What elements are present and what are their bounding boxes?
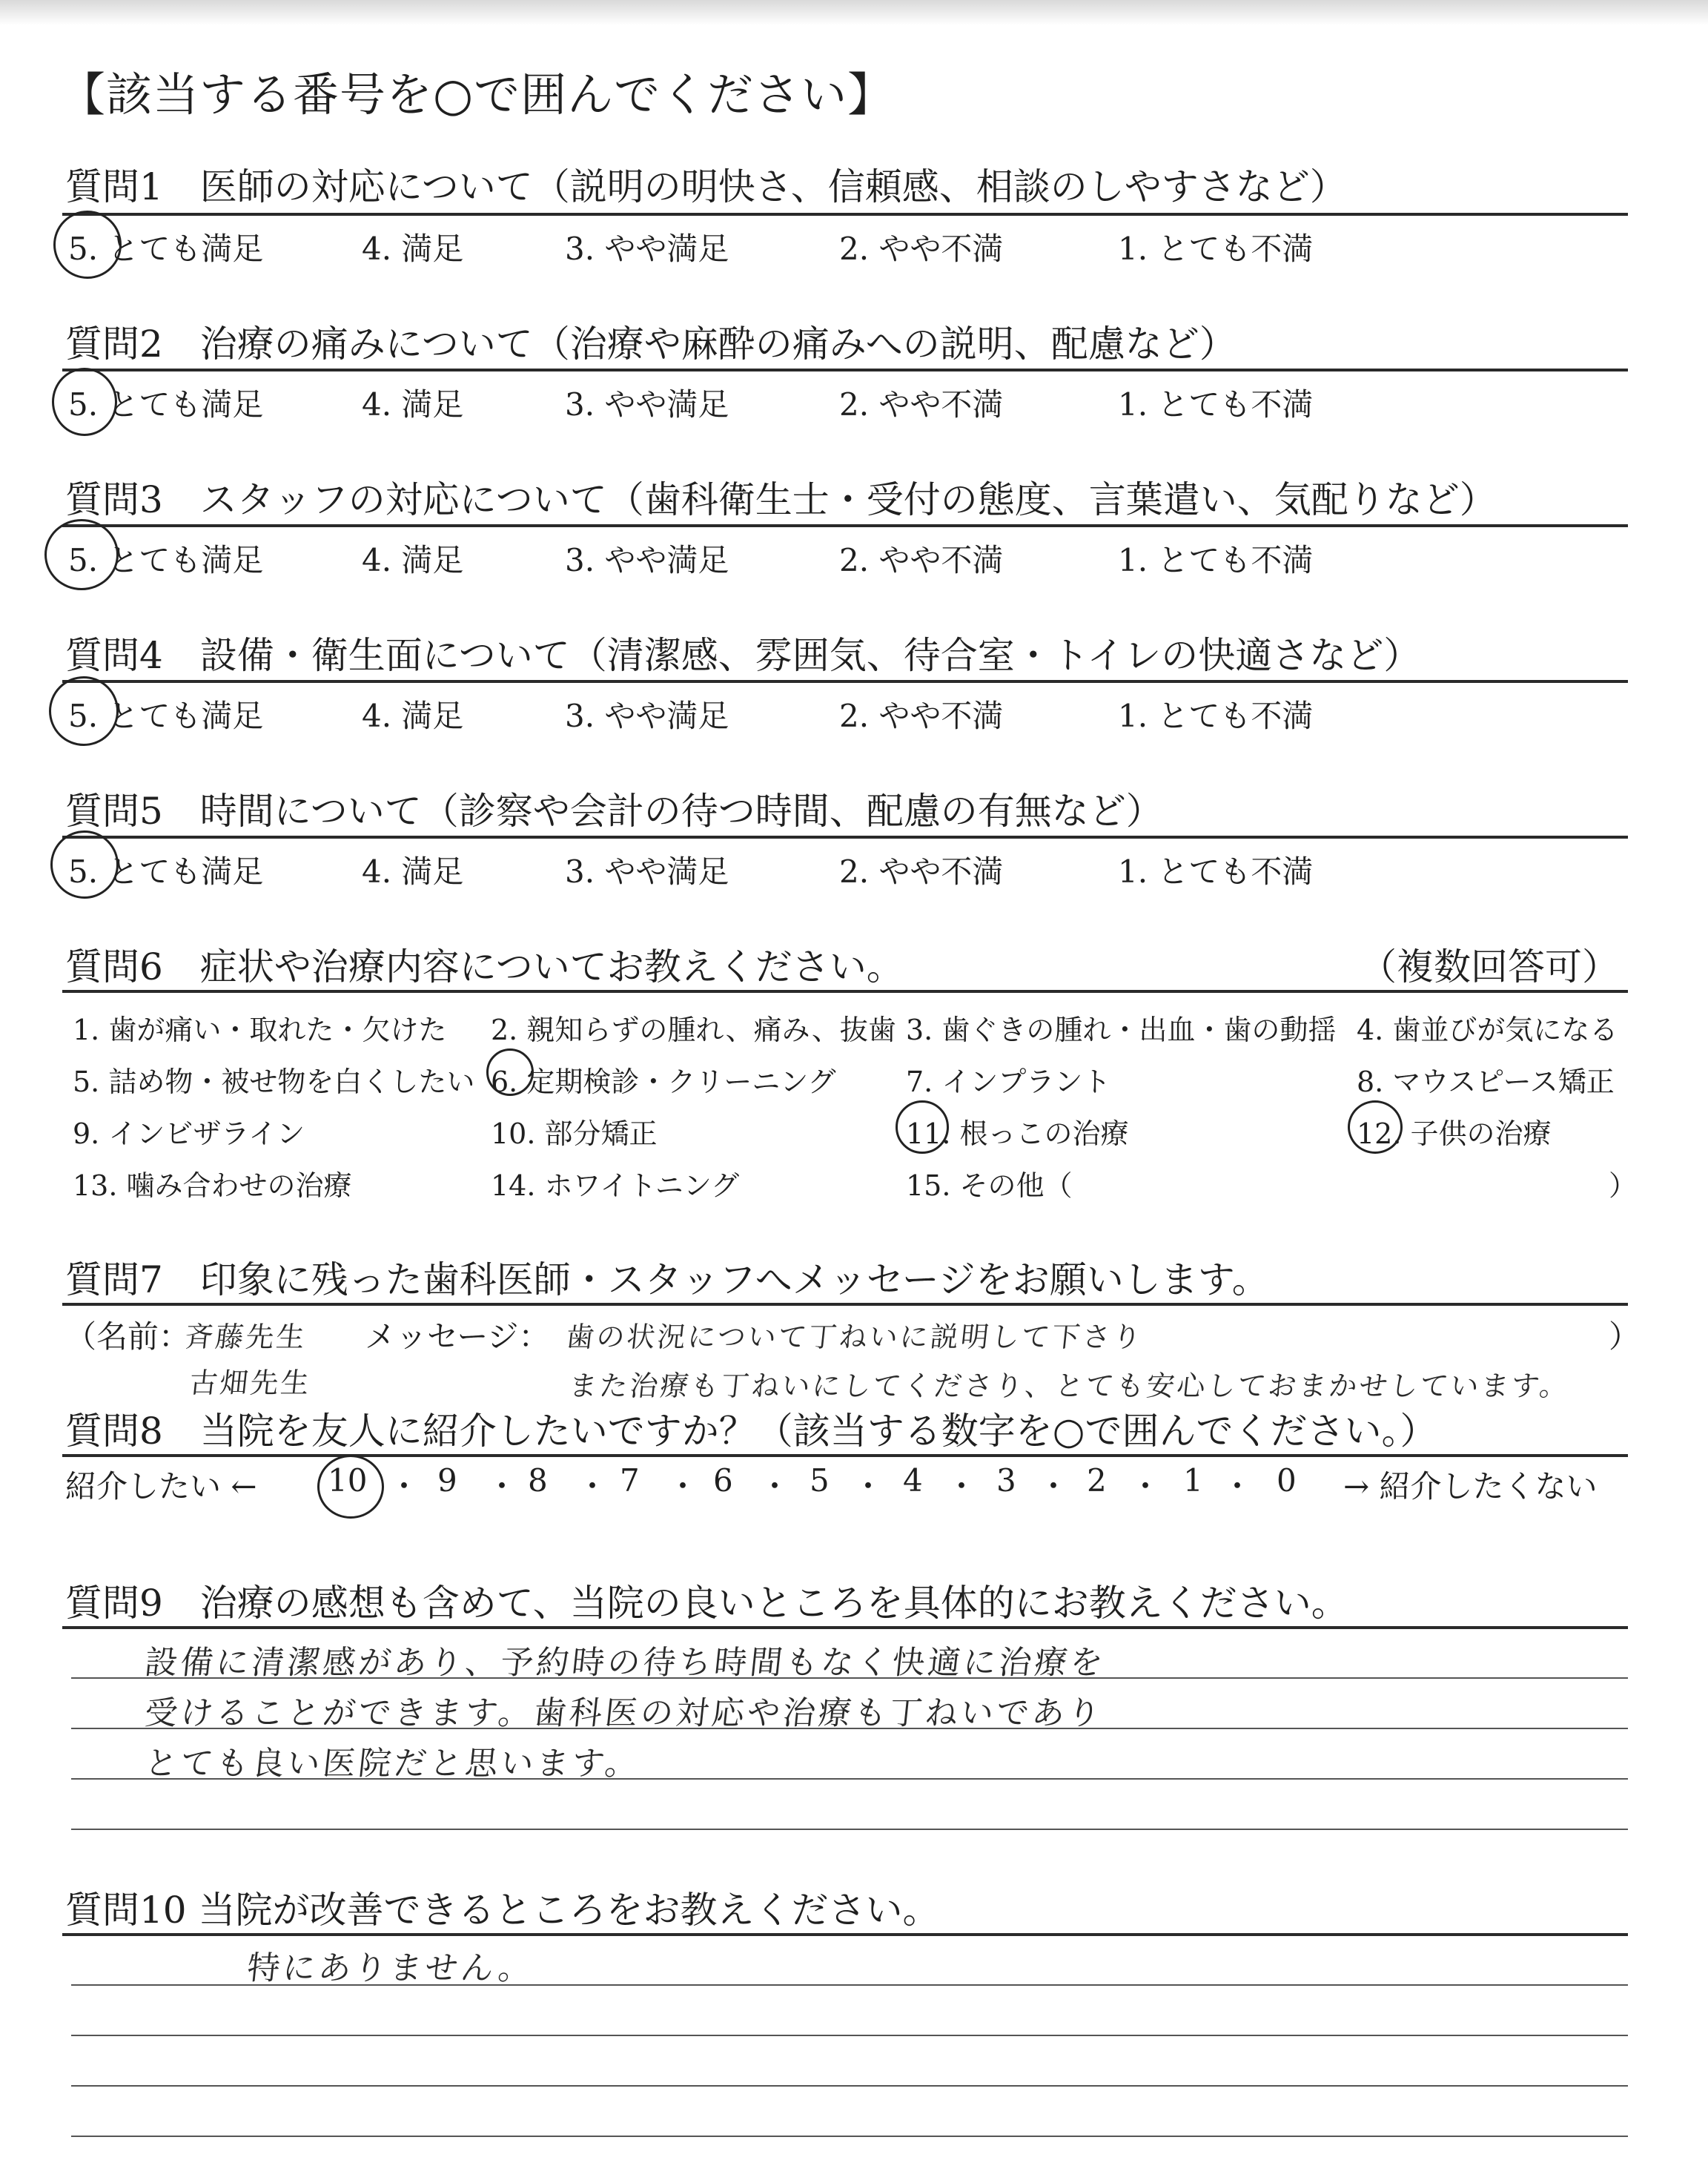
q3-option-3: 3. やや満足	[565, 542, 729, 578]
q4-option-2: 2. やや不満	[839, 698, 1004, 734]
question-10-title: 質問10 当院が改善できるところをお教えください。	[65, 1889, 940, 1932]
q6-option-15-close: ）	[1609, 1169, 1638, 1202]
q6-option-1: 1. 歯が痛い・取れた・欠けた	[73, 1014, 447, 1046]
q8-right-label: → 紹介したくない	[1343, 1468, 1598, 1505]
q9-answer-line-1: 設備に清潔感があり、予約時の待ち時間もなく快適に治療を	[142, 1644, 1108, 1682]
q5-option-2: 2. やや不満	[839, 853, 1004, 890]
q6-option-5: 5. 詰め物・被せ物を白くしたい	[73, 1066, 475, 1098]
page-heading: 【該当する番号を○で囲んでください】	[59, 67, 895, 122]
question-1-rule	[62, 213, 1628, 216]
q3-option-5: 5. とても満足	[68, 542, 264, 578]
q2-answer-circle	[52, 368, 117, 436]
q10-answer: 特にありません。	[245, 1949, 536, 1987]
q7-message-line-1: 歯の状況について丁ねいに説明して下さり	[564, 1321, 1145, 1353]
q10-answer-line	[71, 2136, 1628, 2137]
q6-option-3: 3. 歯ぐきの腫れ・出血・歯の動揺	[906, 1014, 1337, 1046]
q6-option-7: 7. インプラント	[906, 1066, 1111, 1098]
question-3-title: 質問3 スタッフの対応について（歯科衛生士・受付の態度、言葉遣い、気配りなど）	[65, 478, 1497, 521]
q5-option-3: 3. やや満足	[565, 853, 729, 890]
q8-scale-0: 0	[1277, 1462, 1297, 1499]
q3-answer-circle	[44, 519, 119, 590]
q1-option-4: 4. 満足	[362, 231, 464, 267]
q8-scale-dot: ・	[853, 1468, 884, 1505]
q9-answer-line-2: 受けることができます。歯科医の対応や治療も丁ねいであり	[142, 1694, 1105, 1732]
q8-scale-dot: ・	[946, 1468, 978, 1505]
question-6-rule	[62, 990, 1628, 993]
q4-option-1: 1. とても不満	[1118, 698, 1314, 734]
question-5-rule	[62, 836, 1628, 839]
q8-scale-7: 7	[620, 1462, 640, 1499]
q2-option-1: 1. とても不満	[1118, 386, 1314, 423]
q8-scale-4: 4	[903, 1462, 923, 1499]
q6-option-15: 15. その他（	[906, 1169, 1073, 1202]
q6-option-14: 14. ホワイトニング	[491, 1169, 740, 1202]
question-4-rule	[62, 680, 1628, 683]
q2-option-4: 4. 満足	[362, 386, 464, 423]
q10-answer-line	[71, 2085, 1628, 2087]
question-8-title: 質問8 当院を友人に紹介したいですか？（該当する数字を○で囲んでください。）	[65, 1410, 1437, 1453]
q6-answer-circle-12	[1348, 1100, 1403, 1154]
q8-scale-dot: ・	[1130, 1468, 1162, 1505]
question-2-rule	[62, 369, 1628, 371]
q6-option-13: 13. 噛み合わせの治療	[73, 1169, 352, 1202]
q7-message-label: メッセージ：	[365, 1318, 550, 1355]
q4-option-5: 5. とても満足	[68, 698, 264, 734]
q10-answer-line	[71, 2035, 1628, 2036]
q3-option-2: 2. やや不満	[839, 542, 1004, 578]
question-2-title: 質問2 治療の痛みについて（治療や麻酔の痛みへの説明、配慮など）	[65, 323, 1237, 366]
q9-answer-line-3: とても良い医院だと思います。	[142, 1745, 643, 1783]
q2-option-2: 2. やや不満	[839, 386, 1004, 423]
q6-option-12: 12. 子供の治療	[1357, 1117, 1552, 1150]
q8-scale-dot: ・	[1222, 1468, 1254, 1505]
q8-scale-1: 1	[1183, 1462, 1203, 1499]
q1-option-1: 1. とても不満	[1118, 231, 1314, 267]
q8-scale-5: 5	[810, 1462, 830, 1499]
q4-option-4: 4. 満足	[362, 698, 464, 734]
q7-close-paren: ）	[1609, 1318, 1641, 1355]
question-6-title: 質問6 症状や治療内容についてお教えください。	[65, 945, 904, 988]
q8-scale-dot: ・	[1038, 1468, 1070, 1505]
q8-left-label: 紹介したい ←	[65, 1468, 257, 1505]
q8-scale-2: 2	[1087, 1462, 1107, 1499]
q6-option-9: 9. インビザライン	[73, 1117, 305, 1150]
question-4-title: 質問4 設備・衛生面について（清潔感、雰囲気、待合室・トイレの快適さなど）	[65, 634, 1421, 677]
q1-answer-circle	[53, 211, 122, 279]
q5-option-1: 1. とても不満	[1118, 853, 1314, 890]
q3-option-4: 4. 満足	[362, 542, 464, 578]
question-8-rule	[62, 1454, 1628, 1457]
q6-answer-circle-6	[486, 1048, 534, 1096]
question-1-title: 質問1 医師の対応について（説明の明快さ、信頼感、相談のしやすさなど）	[65, 165, 1347, 208]
q7-name-label: （名前：	[65, 1318, 191, 1355]
q8-scale-3: 3	[996, 1462, 1016, 1499]
q3-option-1: 1. とても不満	[1118, 542, 1314, 578]
q8-answer-circle	[317, 1455, 384, 1519]
q9-answer-line	[71, 1829, 1628, 1830]
q6-answer-circle-11	[896, 1100, 949, 1154]
q4-option-3: 3. やや満足	[565, 698, 729, 734]
q5-option-4: 4. 満足	[362, 853, 464, 890]
q4-answer-circle	[49, 676, 119, 746]
q8-scale-dot: ・	[486, 1468, 518, 1505]
q8-scale-dot: ・	[388, 1468, 420, 1505]
q6-option-6: 6. 定期検診・クリーニング	[491, 1066, 836, 1098]
question-3-rule	[62, 524, 1628, 527]
q8-scale-dot: ・	[667, 1468, 699, 1505]
q2-option-3: 3. やや満足	[565, 386, 729, 423]
q7-name-2: 古畑先生	[188, 1367, 313, 1399]
q5-option-5: 5. とても満足	[68, 853, 264, 890]
q8-scale-10: 10	[328, 1462, 368, 1499]
question-7-rule	[62, 1303, 1628, 1306]
q6-option-11: 11. 根っこの治療	[906, 1117, 1129, 1150]
q8-scale-9: 9	[437, 1462, 457, 1499]
q6-option-8: 8. マウスピース矯正	[1357, 1066, 1615, 1098]
question-7-title: 質問7 印象に残った歯科医師・スタッフへメッセージをお願いします。	[65, 1258, 1269, 1301]
q1-option-3: 3. やや満足	[565, 231, 729, 267]
q6-option-4: 4. 歯並びが気になる	[1357, 1014, 1618, 1046]
question-9-rule	[62, 1626, 1628, 1629]
question-10-rule	[62, 1933, 1628, 1936]
q8-scale-dot: ・	[759, 1468, 791, 1505]
q7-message-line-2: また治療も丁ねいにしてくださり、とても安心しておまかせしています。	[567, 1370, 1572, 1402]
q5-answer-circle	[50, 830, 119, 899]
question-6-multi-note: （複数回答可）	[1360, 945, 1619, 988]
q8-scale-dot: ・	[577, 1468, 609, 1505]
q2-option-5: 5. とても満足	[68, 386, 264, 423]
q8-scale-8: 8	[528, 1462, 548, 1499]
q6-option-10: 10. 部分矯正	[491, 1117, 658, 1150]
q8-scale-6: 6	[713, 1462, 733, 1499]
q6-option-2: 2. 親知らずの腫れ、痛み、抜歯	[491, 1014, 896, 1046]
q7-name-1: 斉藤先生	[183, 1321, 308, 1353]
scan-edge	[0, 0, 1708, 25]
question-9-title: 質問9 治療の感想も含めて、当院の良いところを具体的にお教えください。	[65, 1582, 1348, 1625]
question-5-title: 質問5 時間について（診察や会計の待つ時間、配慮の有無など）	[65, 790, 1163, 833]
q1-option-5: 5. とても満足	[68, 231, 264, 267]
q1-option-2: 2. やや不満	[839, 231, 1004, 267]
